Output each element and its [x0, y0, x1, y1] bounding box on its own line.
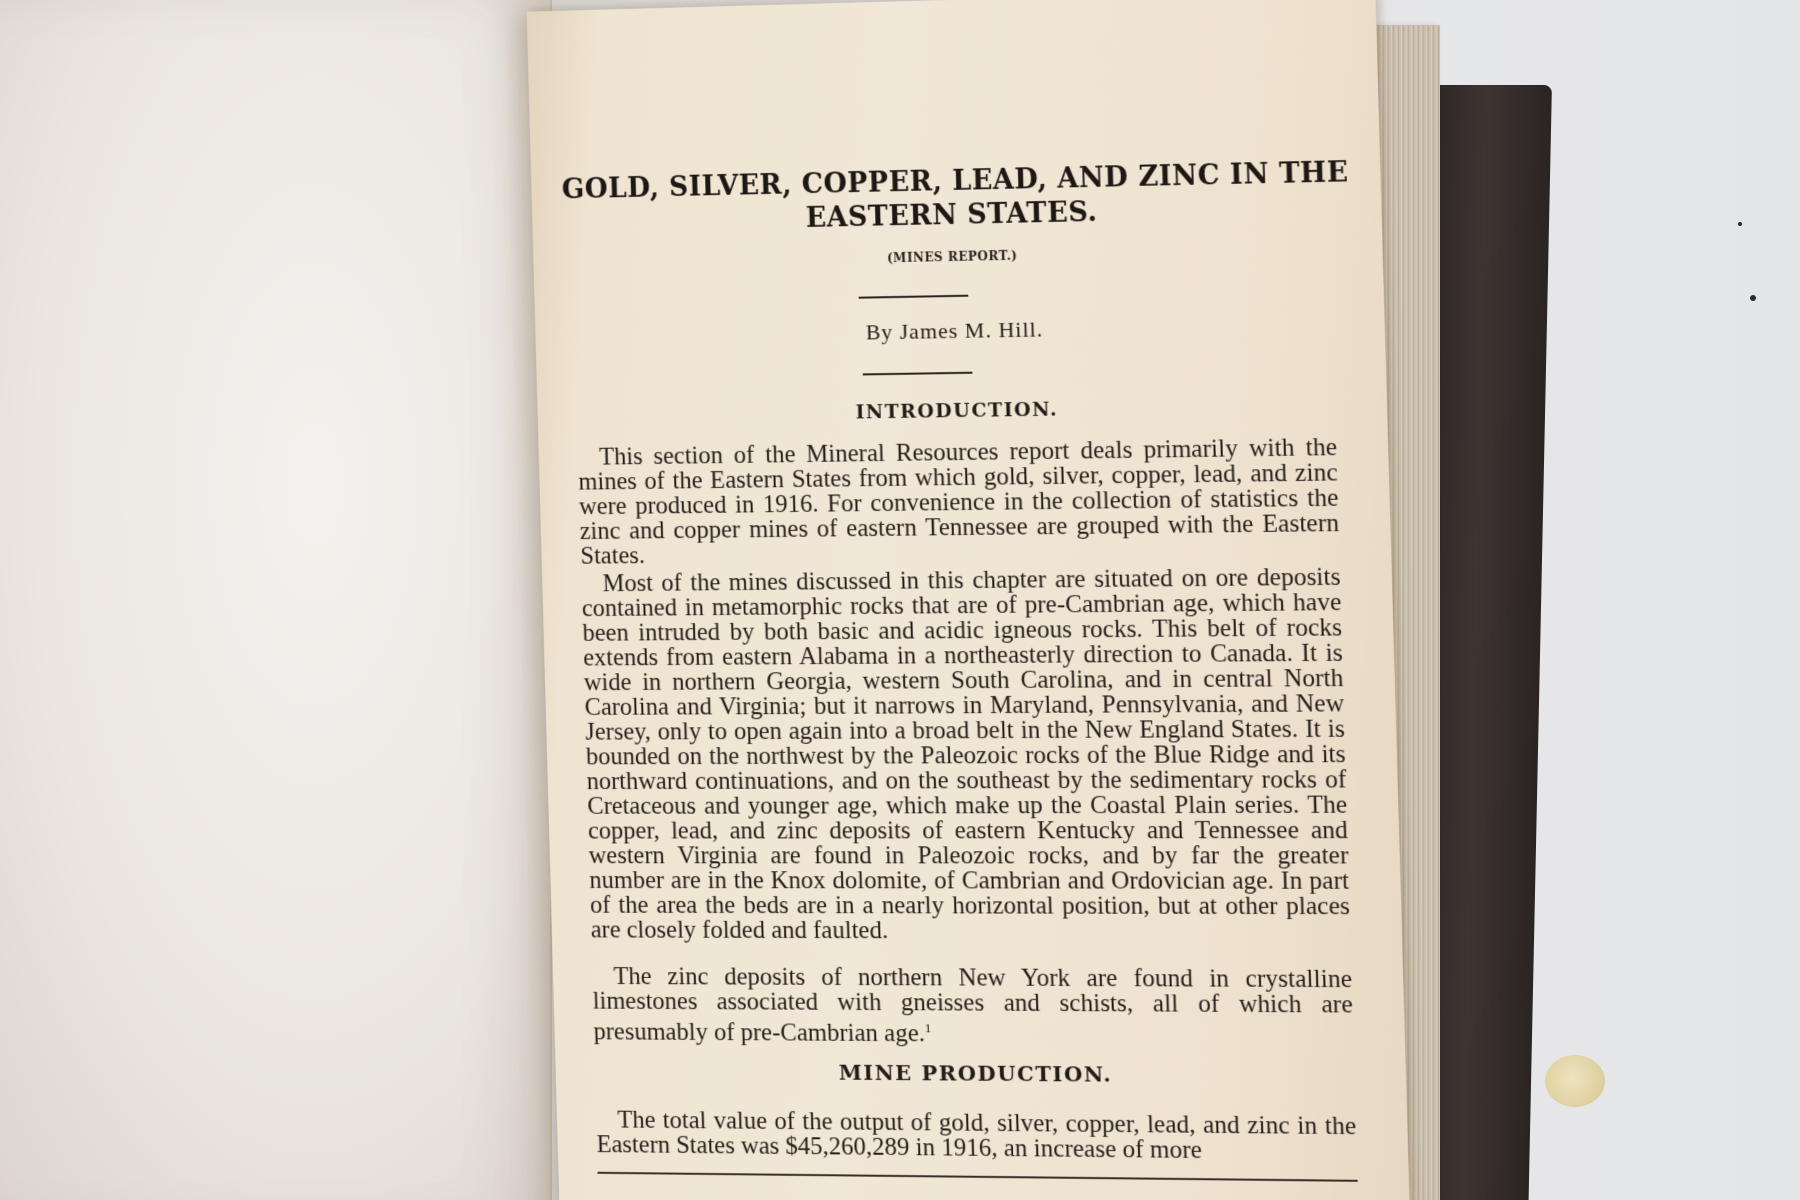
speck — [1738, 222, 1742, 226]
article-title — [531, 155, 1382, 241]
paragraph-4-text: The total value of the output of gold, silver, copper, lead, and zinc in the Eastern States was $45,260,289 in 1916, an increase of more — [596, 1106, 1357, 1165]
title-line-1: GOLD, SILVER, COPPER, LEAD, AND ZINC IN THE — [561, 156, 1349, 206]
paragraph-2-text: Most of the mines discussed in this chapter are situated on ore deposits contained in metamorphic rocks that are of pre-Cambrian age, which have been intruded by both basic and acidic igneous rocks. This belt of rocks extends from eastern Alabama in a northeasterly direction to Canada. It is wide in northern Georgia, western South Carolina, and in central North Carolina and Virginia; but it narrows in Maryland, Pennsylvania, and New Jersey, only to open again into a broad belt in the New England States. It is bounded on the northwest by the Paleozoic rocks of the Blue Ridge and its northward continuations, and on the southeast by the sedimentary rocks of Cretaceous and younger age, which make up the Coastal Plain series. The copper, lead, and zinc deposits of eastern Kentucky and Tennessee and western Virginia are found in Paleozoic rocks, and by far the greater number are in the Knox dolomite, of Cambrian and Ordovician age. In part of the area the beds are in a nearly horizontal position, but at other places are closely folded and faulted. — [581, 563, 1351, 945]
introduction-heading: INTRODUCTION. — [855, 398, 1059, 424]
title-divider — [859, 295, 969, 299]
author-divider — [863, 372, 973, 376]
paragraph-1-text: This section of the Mineral Resources report deals primarily with the mines of the Eastern States from which gold, silver, copper, lead, and zinc were produced in 1916. For convenience in the collection of statistics the zinc and copper mines of eastern Tennessee are grouped with the Eastern States. — [578, 433, 1340, 570]
paragraph-3-text: The zinc deposits of northern New York are found in crystalline limestones associated with gneisses and schists, all of which are presumably of pre-Cambrian age. — [592, 963, 1354, 1048]
paragraph-2 — [581, 565, 1351, 945]
paragraph-4 — [596, 1107, 1358, 1164]
article-subtitle: (MINES REPORT.) — [886, 248, 1018, 266]
right-book-page — [527, 0, 1411, 1200]
author-byline: By James M. Hill. — [865, 316, 1044, 345]
mine-production-heading: MINE PRODUCTION. — [838, 1059, 1113, 1087]
title-line-2: EASTERN STATES. — [805, 196, 1098, 234]
page-content — [527, 0, 1411, 1200]
left-book-page — [0, 0, 552, 1200]
water-stain — [1545, 1055, 1605, 1107]
footnote-marker: 1 — [924, 1020, 932, 1036]
speck — [1750, 295, 1756, 301]
paragraph-1 — [577, 435, 1340, 569]
paragraph-3 — [592, 964, 1354, 1049]
page-bottom-rule — [597, 1172, 1357, 1182]
